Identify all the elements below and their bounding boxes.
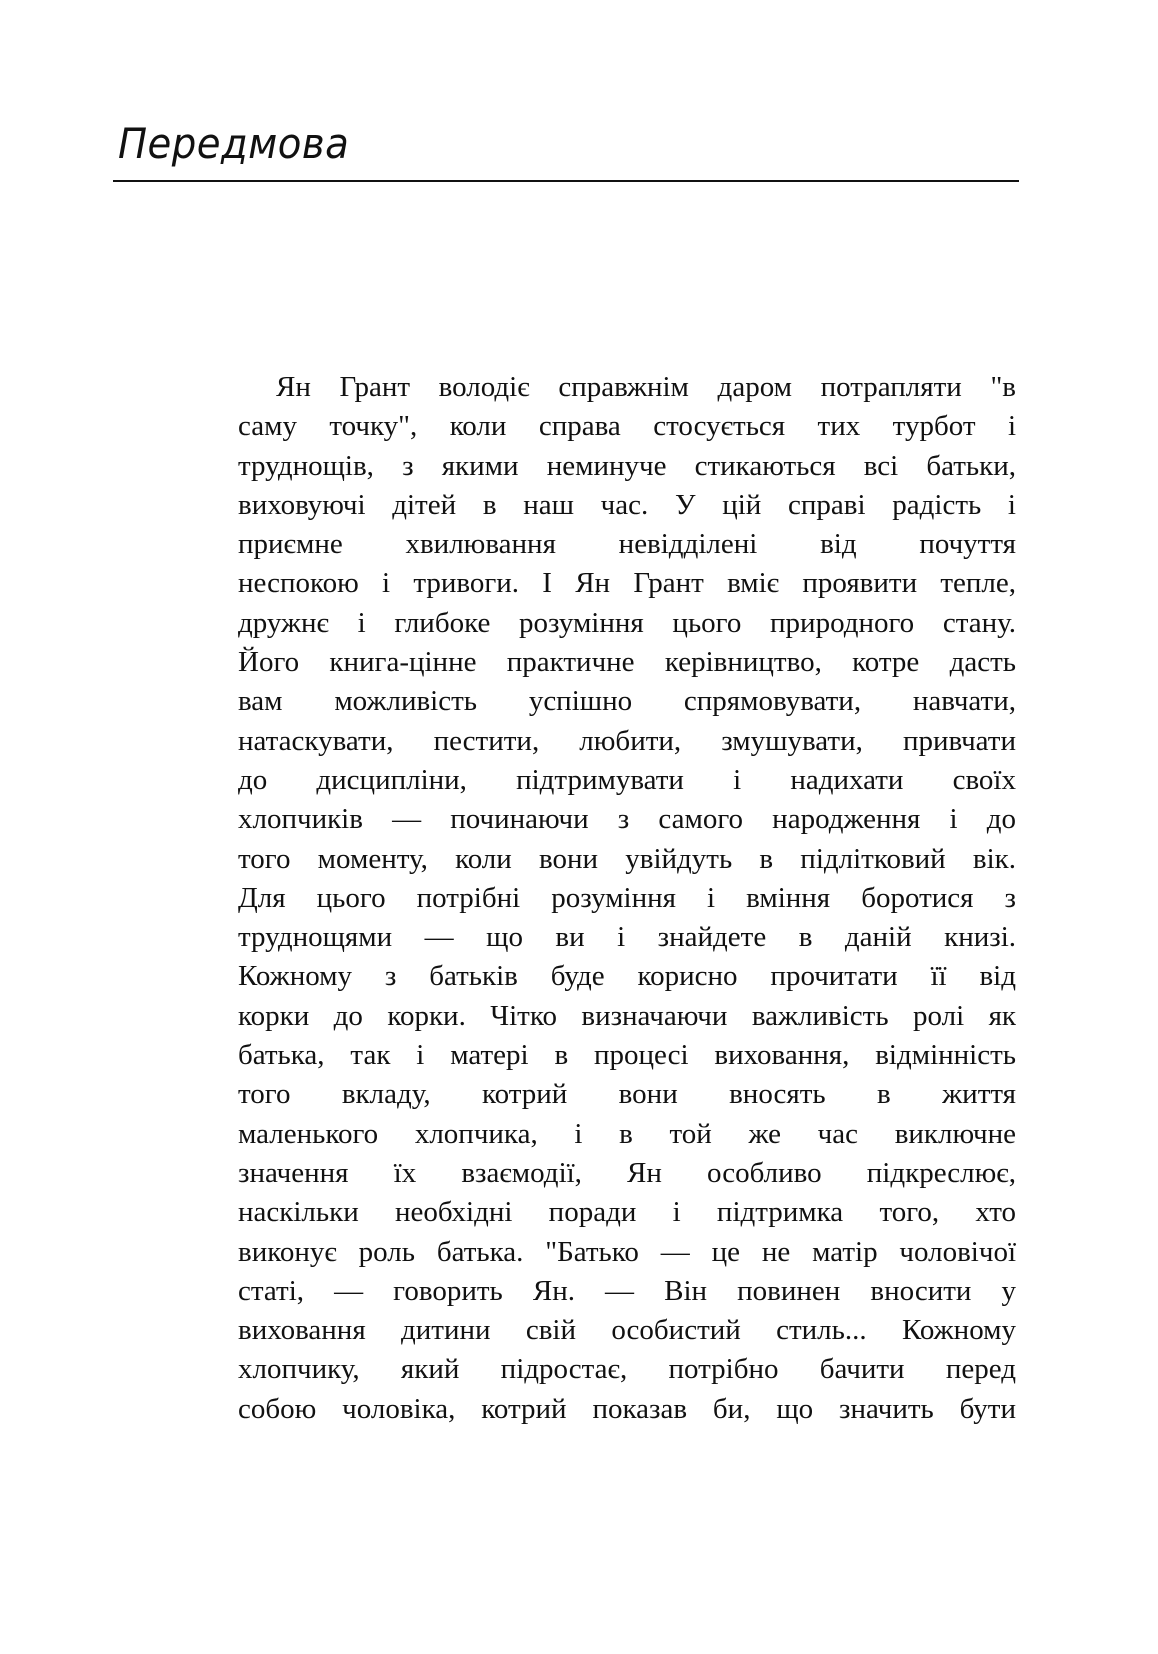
chapter-title: Передмова (118, 119, 350, 168)
text-line: приємне хвилювання невідділені від почуття (238, 528, 1016, 561)
text-line: того моменту, коли вони увійдуть в підлітковий вік. (238, 842, 1016, 875)
text-line: виховання дитини свій особистий стиль... Кожному (238, 1314, 1016, 1347)
text-line: до дисципліни, підтримувати і надихати своїх (238, 763, 1016, 796)
text-line: маленького хлопчика, і в той же час виключне (238, 1117, 1016, 1150)
text-line: натаскувати, пестити, любити, змушувати, привчати (238, 724, 1016, 757)
text-line: хлопчику, який підростає, потрібно бачити перед (238, 1353, 1016, 1386)
text-line: виконує роль батька. "Батько — це не матір чоловічої (238, 1235, 1016, 1268)
text-line: статі, — говорить Ян. — Він повинен вносити у (238, 1274, 1016, 1307)
text-line: Кожному з батьків буде корисно прочитати її від (238, 960, 1016, 993)
text-line: батька, так і матері в процесі виховання, відмінність (238, 1039, 1016, 1072)
text-line: неспокою і тривоги. І Ян Грант вміє проявити тепле, (238, 567, 1016, 600)
text-line: значення їх взаємодії, Ян особливо підкреслює, (238, 1156, 1016, 1189)
title-underline-rule (113, 180, 1019, 182)
text-line: собою чоловіка, котрий показав би, що значить бути (238, 1392, 1016, 1425)
text-line: корки до корки. Чітко визначаючи важливість ролі як (238, 999, 1016, 1032)
preface-paragraph (238, 368, 1016, 1429)
text-line: труднощів, з якими неминуче стикаються всі батьки, (238, 449, 1016, 482)
text-line: вам можливість успішно спрямовувати, навчати, (238, 685, 1016, 718)
text-line: того вкладу, котрий вони вносять в життя (238, 1078, 1016, 1111)
text-line: Для цього потрібні розуміння і вміння боротися з (238, 881, 1016, 914)
text-line: наскільки необхідні поради і підтримка того, хто (238, 1196, 1016, 1229)
text-line: труднощями — що ви і знайдете в даній книзі. (238, 921, 1016, 954)
text-line: Його книга-цінне практичне керівництво, котре дасть (238, 646, 1016, 679)
text-line: Ян Грант володіє справжнім даром потрапляти "в (276, 371, 1016, 403)
text-line: виховуючі дітей в наш час. У цій справі радість і (238, 488, 1016, 521)
text-line: хлопчиків — починаючи з самого народження і до (238, 803, 1016, 836)
text-line: саму точку", коли справа стосується тих турбот і (238, 410, 1016, 443)
text-line: дружнє і глибоке розуміння цього природного стану. (238, 606, 1016, 639)
